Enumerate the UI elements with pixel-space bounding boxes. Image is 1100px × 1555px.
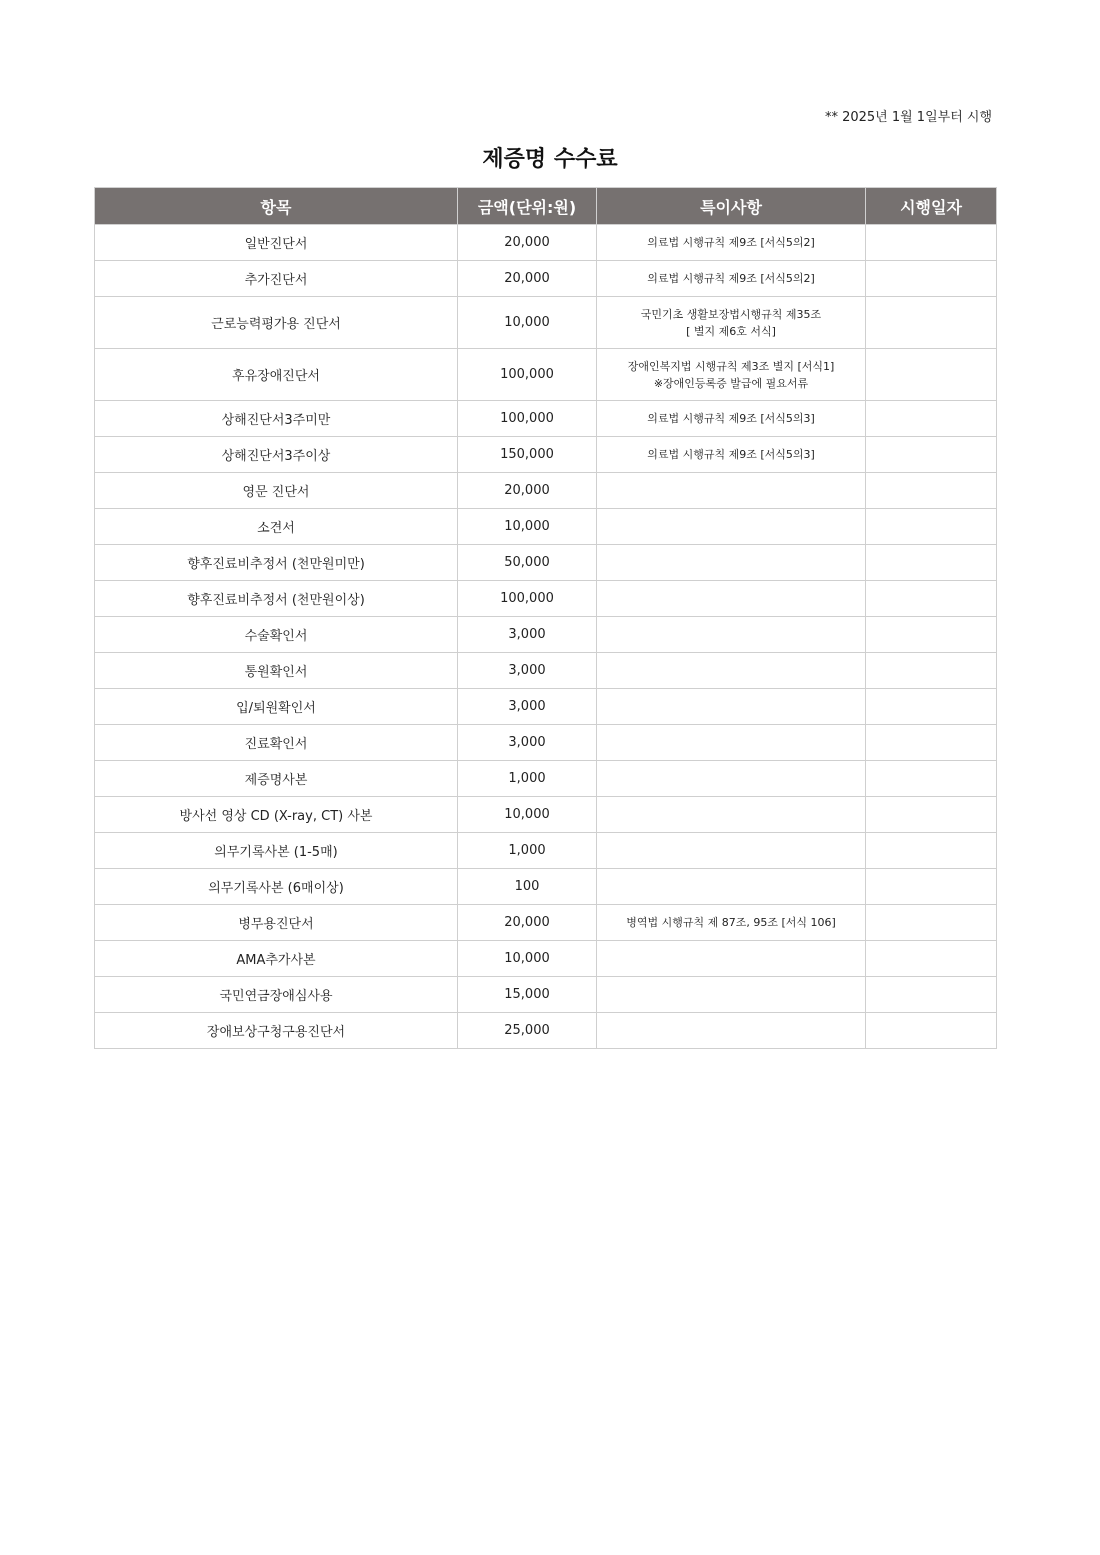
row-note (597, 689, 866, 725)
row-note (597, 401, 866, 437)
table-row (95, 941, 997, 977)
row-item: 소견서 (95, 509, 458, 545)
row-amount: 1,000 (458, 761, 597, 797)
table-row (95, 473, 997, 509)
row-item: AMA추가사본 (95, 941, 458, 977)
row-amount: 20,000 (458, 225, 597, 261)
row-item: 통원확인서 (95, 653, 458, 689)
row-note (597, 905, 866, 941)
row-amount: 100,000 (458, 401, 597, 437)
table-row (95, 833, 997, 869)
table-row (95, 977, 997, 1013)
row-item: 향후진료비추정서 (천만원미만) (95, 545, 458, 581)
row-item: 의무기록사본 (1-5매) (95, 833, 458, 869)
row-date (866, 509, 997, 545)
row-note-line: 의료법 시행규칙 제9조 [서식5의3] (647, 412, 815, 425)
row-item: 수술확인서 (95, 617, 458, 653)
page-title: 제증명 수수료 (482, 147, 618, 172)
table-row (95, 797, 997, 833)
row-date (866, 437, 997, 473)
table-row (95, 761, 997, 797)
row-date (866, 797, 997, 833)
row-amount: 20,000 (458, 905, 597, 941)
row-amount: 100,000 (458, 581, 597, 617)
row-note (597, 797, 866, 833)
row-note (597, 1013, 866, 1049)
header-date: 시행일자 (866, 188, 997, 225)
header-note: 특이사항 (597, 188, 866, 225)
table-row (95, 509, 997, 545)
header-item: 항목 (95, 188, 458, 225)
row-amount: 10,000 (458, 941, 597, 977)
row-date (866, 977, 997, 1013)
row-date (866, 545, 997, 581)
row-amount: 3,000 (458, 725, 597, 761)
table-row (95, 1013, 997, 1049)
row-note-line: 의료법 시행규칙 제9조 [서식5의3] (647, 448, 815, 461)
row-item: 병무용진단서 (95, 905, 458, 941)
row-item: 후유장애진단서 (95, 349, 458, 401)
row-date (866, 761, 997, 797)
fee-table-body (95, 225, 997, 1049)
row-item: 방사선 영상 CD (X-ray, CT) 사본 (95, 797, 458, 833)
fee-table (94, 187, 997, 1049)
row-note (597, 225, 866, 261)
row-date (866, 689, 997, 725)
effective-date-notice: ** 2025년 1월 1일부터 시행 (824, 110, 992, 125)
row-note (597, 977, 866, 1013)
row-note (597, 617, 866, 653)
row-amount: 20,000 (458, 261, 597, 297)
row-note-line: 의료법 시행규칙 제9조 [서식5의2] (647, 272, 815, 285)
row-date (866, 725, 997, 761)
table-row (95, 261, 997, 297)
row-note (597, 349, 866, 401)
row-item: 근로능력평가용 진단서 (95, 297, 458, 349)
row-note (597, 545, 866, 581)
row-note-line: 병역법 시행규칙 제 87조, 95조 [서식 106] (626, 916, 836, 929)
table-row (95, 689, 997, 725)
row-note (597, 437, 866, 473)
row-note (597, 833, 866, 869)
row-amount: 10,000 (458, 297, 597, 349)
row-note-line: ※장애인등록증 발급에 필요서류 (653, 376, 809, 390)
row-item: 영문 진단서 (95, 473, 458, 509)
row-item: 제증명사본 (95, 761, 458, 797)
row-item: 향후진료비추정서 (천만원이상) (95, 581, 458, 617)
row-item: 진료확인서 (95, 725, 458, 761)
row-note (597, 869, 866, 905)
row-date (866, 869, 997, 905)
row-date (866, 941, 997, 977)
row-date (866, 1013, 997, 1049)
row-item: 장애보상구청구용진단서 (95, 1013, 458, 1049)
row-note (597, 761, 866, 797)
table-row (95, 225, 997, 261)
row-note (597, 725, 866, 761)
row-item: 일반진단서 (95, 225, 458, 261)
row-date (866, 297, 997, 349)
row-note (597, 297, 866, 349)
table-row (95, 437, 997, 473)
table-row (95, 617, 997, 653)
row-note (597, 653, 866, 689)
table-row (95, 869, 997, 905)
row-date (866, 225, 997, 261)
row-amount: 10,000 (458, 797, 597, 833)
row-amount: 25,000 (458, 1013, 597, 1049)
row-amount: 10,000 (458, 509, 597, 545)
row-note-line: 국민기초 생활보장법시행규칙 제35조 (640, 307, 822, 321)
row-date (866, 349, 997, 401)
row-note (597, 261, 866, 297)
row-date (866, 905, 997, 941)
table-row (95, 401, 997, 437)
row-amount: 150,000 (458, 437, 597, 473)
row-amount: 3,000 (458, 653, 597, 689)
row-amount: 3,000 (458, 689, 597, 725)
row-note (597, 473, 866, 509)
row-note-line: 의료법 시행규칙 제9조 [서식5의2] (647, 236, 815, 249)
header-amount: 금액(단위:원) (458, 188, 597, 225)
row-amount: 20,000 (458, 473, 597, 509)
row-note-line: [ 별지 제6호 서식] (686, 324, 776, 338)
table-row (95, 581, 997, 617)
table-header-row (95, 188, 997, 225)
row-item: 입/퇴원확인서 (95, 689, 458, 725)
row-amount: 3,000 (458, 617, 597, 653)
row-note (597, 941, 866, 977)
row-date (866, 581, 997, 617)
row-amount: 15,000 (458, 977, 597, 1013)
row-date (866, 261, 997, 297)
row-item: 상해진단서3주미만 (95, 401, 458, 437)
row-date (866, 617, 997, 653)
table-row (95, 297, 997, 349)
table-row (95, 349, 997, 401)
row-note-line: 장애인복지법 시행규칙 제3조 별지 [서식1] (627, 359, 835, 373)
table-row (95, 725, 997, 761)
row-item: 의무기록사본 (6매이상) (95, 869, 458, 905)
row-date (866, 653, 997, 689)
row-amount: 1,000 (458, 833, 597, 869)
row-date (866, 473, 997, 509)
row-note (597, 581, 866, 617)
row-amount: 50,000 (458, 545, 597, 581)
row-date (866, 401, 997, 437)
table-row (95, 545, 997, 581)
row-amount: 100,000 (458, 349, 597, 401)
row-item: 상해진단서3주이상 (95, 437, 458, 473)
row-amount: 100 (458, 869, 597, 905)
table-row (95, 653, 997, 689)
row-date (866, 833, 997, 869)
row-note (597, 509, 866, 545)
row-item: 국민연금장애심사용 (95, 977, 458, 1013)
row-item: 추가진단서 (95, 261, 458, 297)
table-row (95, 905, 997, 941)
